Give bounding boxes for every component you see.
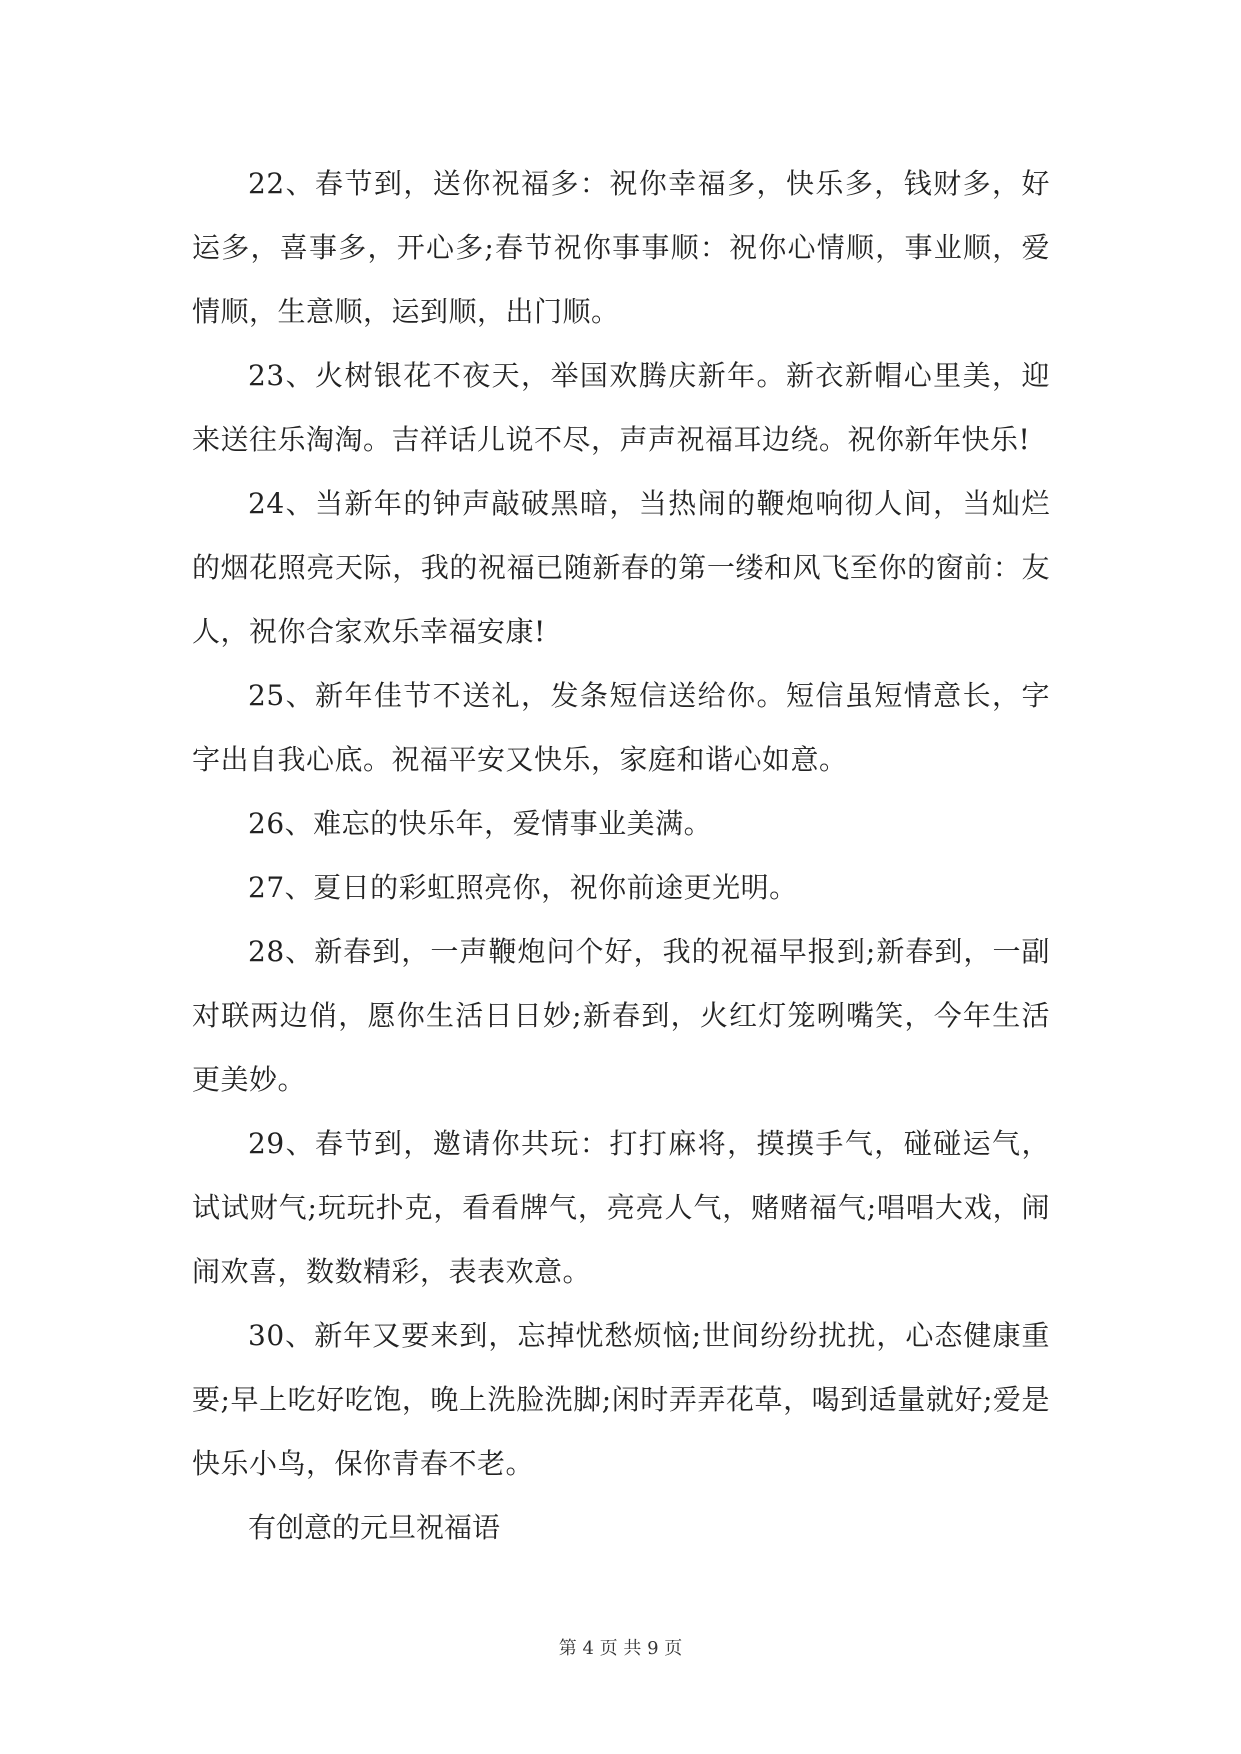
page-number: 第 4 页 共 9 页 xyxy=(558,1638,683,1659)
paragraph-24: 24、当新年的钟声敲破黑暗，当热闹的鞭炮响彻人间，当灿烂的烟花照亮天际，我的祝福已随新春的第一缕和风飞至你的窗前：友人，祝你合家欢乐幸福安康! xyxy=(192,487,1050,648)
document-body xyxy=(192,152,1050,1560)
paragraph-22: 22、春节到，送你祝福多：祝你幸福多，快乐多，钱财多，好运多，喜事多，开心多;春节祝你事事顺：祝你心情顺，事业顺，爱情顺，生意顺，运到顺，出门顺。 xyxy=(192,167,1050,328)
paragraph-27: 27、夏日的彩虹照亮你，祝你前途更光明。 xyxy=(248,871,798,904)
paragraph-30: 30、新年又要来到，忘掉忧愁烦恼;世间纷纷扰扰，心态健康重要;早上吃好吃饱，晚上洗脸洗脚;闲时弄弄花草，喝到适量就好;爱是快乐小鸟，保你青春不老。 xyxy=(192,1319,1050,1480)
paragraph-25: 25、新年佳节不送礼，发条短信送给你。短信虽短情意长，字字出自我心底。祝福平安又快乐，家庭和谐心如意。 xyxy=(192,679,1050,776)
paragraph-29: 29、春节到，邀请你共玩：打打麻将，摸摸手气，碰碰运气，试试财气;玩玩扑克，看看牌气，亮亮人气，赌赌福气;唱唱大戏，闹闹欢喜，数数精彩，表表欢意。 xyxy=(192,1127,1050,1288)
paragraph-26: 26、难忘的快乐年，爱情事业美满。 xyxy=(248,807,713,840)
section-heading: 有创意的元旦祝福语 xyxy=(248,1511,501,1544)
paragraph-28: 28、新春到，一声鞭炮问个好，我的祝福早报到;新春到，一副对联两边俏，愿你生活日日妙;新春到，火红灯笼咧嘴笑，今年生活更美妙。 xyxy=(192,935,1050,1096)
page-footer xyxy=(0,1634,1241,1660)
paragraph-23: 23、火树银花不夜天，举国欢腾庆新年。新衣新帽心里美，迎来送往乐淘淘。吉祥话儿说不尽，声声祝福耳边绕。祝你新年快乐! xyxy=(192,359,1050,456)
